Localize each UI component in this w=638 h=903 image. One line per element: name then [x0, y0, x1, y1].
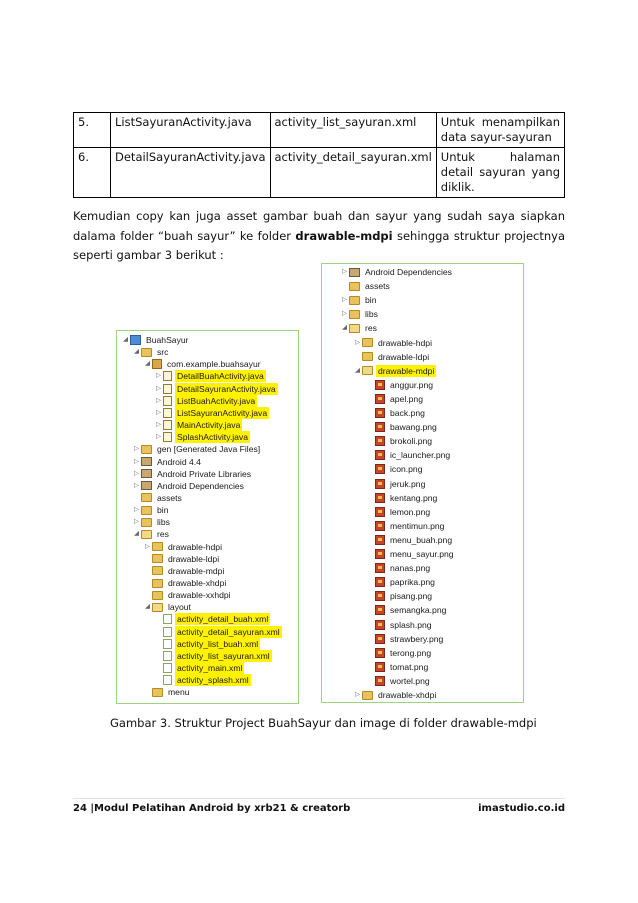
png-file-icon — [375, 662, 385, 672]
tree-item[interactable] — [143, 589, 233, 601]
tree-item-label: SplashActivity.java — [177, 432, 249, 443]
png-file-icon — [375, 648, 385, 658]
tree-item[interactable] — [340, 294, 378, 306]
folder-icon — [152, 591, 163, 600]
folder-icon — [141, 518, 152, 527]
tree-item[interactable] — [143, 577, 228, 589]
tree-item[interactable] — [154, 431, 250, 443]
folder-icon — [362, 352, 373, 361]
expand-arrow-icon[interactable]: ▷ — [134, 481, 139, 489]
png-file-icon — [375, 464, 385, 474]
folder-open-icon — [152, 603, 163, 612]
paragraph-text-end: sehingga struktur projectnya seperti gambar 3 berikut : — [73, 228, 566, 262]
tree-item-label: drawable-mdpi — [378, 365, 435, 376]
tree-item[interactable] — [353, 689, 438, 701]
tree-item[interactable] — [366, 435, 434, 447]
tree-item-label: wortel.png — [390, 675, 430, 686]
tree-item[interactable] — [353, 337, 434, 349]
tree-item[interactable] — [340, 322, 379, 334]
footer-left: 24 |Modul Pelatihan Android by xrb21 & creatorb — [73, 803, 351, 814]
collapse-arrow-icon[interactable]: ◢ — [342, 324, 347, 332]
tree-item-label: back.png — [390, 408, 425, 418]
folder-open-icon — [349, 324, 360, 333]
tree-item[interactable] — [366, 492, 439, 504]
tree-item-label: assets — [365, 281, 390, 292]
tree-item-label: drawable-ldpi — [168, 553, 220, 564]
tree-item-label: lemon.png — [390, 506, 431, 517]
png-file-icon — [375, 634, 385, 644]
tree-item[interactable] — [353, 365, 436, 377]
java-file-icon — [163, 432, 172, 442]
expand-arrow-icon[interactable]: ▷ — [134, 518, 139, 526]
tree-item[interactable] — [366, 379, 435, 391]
tree-item-label: drawable-ldpi — [378, 351, 430, 362]
tree-item[interactable] — [154, 662, 244, 674]
expand-arrow-icon[interactable]: ▷ — [156, 421, 161, 429]
tree-item[interactable] — [143, 553, 221, 565]
png-file-icon — [375, 422, 385, 432]
tree-item-label: src — [157, 347, 169, 358]
file-table — [73, 112, 565, 198]
project-explorer-screenshot-right — [321, 263, 524, 703]
collapse-arrow-icon[interactable]: ◢ — [355, 366, 360, 374]
tree-item-label: drawable-hdpi — [168, 541, 222, 552]
row-description: Untuk menampilkan data sayur-sayuran — [436, 113, 564, 148]
png-file-icon — [375, 577, 385, 587]
tree-item[interactable] — [154, 407, 269, 419]
tree-item[interactable] — [132, 492, 184, 504]
tree-item[interactable] — [154, 650, 272, 662]
png-file-icon — [375, 549, 385, 559]
row-number: 6. — [74, 148, 111, 198]
tree-item-label: DetailSayuranActivity.java — [177, 383, 276, 394]
tree-item-label: DetailBuahActivity.java — [177, 371, 264, 382]
java-file-icon — [163, 371, 172, 381]
library-icon — [141, 469, 152, 478]
tree-item-label: anggur.png — [390, 379, 434, 390]
png-file-icon — [375, 479, 385, 489]
tree-item-label: activity_detail_sayuran.xml — [177, 626, 280, 637]
tree-item[interactable] — [132, 504, 170, 516]
collapse-arrow-icon[interactable]: ◢ — [145, 603, 150, 611]
tree-item[interactable] — [366, 619, 434, 631]
tree-item[interactable] — [143, 565, 226, 577]
png-file-icon — [375, 620, 385, 630]
png-file-icon — [375, 507, 385, 517]
tree-item-label: menu_buah.png — [390, 534, 453, 545]
xml-file-icon — [163, 627, 172, 637]
png-file-icon — [375, 591, 385, 601]
png-file-icon — [375, 450, 385, 460]
png-file-icon — [375, 436, 385, 446]
tree-item[interactable] — [366, 520, 446, 532]
xml-file-icon — [163, 675, 172, 685]
library-icon — [349, 268, 360, 277]
tree-item-label: mentimun.png — [390, 520, 445, 531]
tree-item-label: activity_splash.xml — [177, 675, 249, 686]
tree-item-label: Android 4.4 — [157, 456, 201, 467]
tree-item-label: layout — [168, 602, 191, 613]
row-number: 5. — [74, 113, 111, 148]
library-icon — [141, 457, 152, 466]
tree-item-label: BuahSayur — [146, 335, 189, 345]
expand-arrow-icon[interactable]: ▷ — [156, 384, 161, 392]
tree-item-label: libs — [157, 517, 170, 528]
folder-icon — [362, 691, 373, 700]
expand-arrow-icon[interactable]: ▷ — [156, 433, 161, 441]
footer-divider — [73, 798, 565, 799]
folder-icon — [152, 579, 163, 588]
xml-file-icon — [163, 614, 172, 624]
expand-arrow-icon[interactable]: ▷ — [134, 445, 139, 453]
tree-item[interactable] — [143, 601, 193, 613]
java-file-name: DetailSayuranActivity.java — [111, 148, 271, 198]
png-file-icon — [375, 521, 385, 531]
folder-icon — [141, 445, 152, 454]
tree-item[interactable] — [154, 626, 282, 638]
tree-item[interactable] — [353, 351, 431, 363]
tree-item-label: activity_main.xml — [177, 663, 243, 674]
tree-item[interactable] — [154, 395, 257, 407]
java-file-icon — [163, 420, 172, 430]
folder-icon — [141, 506, 152, 515]
folder-icon — [141, 493, 152, 502]
expand-arrow-icon[interactable]: ▷ — [355, 338, 360, 346]
tree-item-label: terong.png — [390, 647, 432, 658]
body-paragraph — [73, 207, 565, 266]
tree-item-label: bin — [157, 505, 169, 516]
tree-item-label: apel.png — [390, 393, 423, 404]
tree-item-label: splash.png — [390, 619, 432, 630]
tree-item-label: icon.png — [390, 464, 423, 475]
collapse-arrow-icon[interactable]: ◢ — [134, 348, 139, 356]
folder-icon — [349, 310, 360, 319]
folder-icon — [152, 554, 163, 563]
project-icon — [130, 335, 141, 345]
tree-item[interactable] — [366, 407, 427, 419]
tree-item[interactable] — [154, 638, 260, 650]
expand-arrow-icon[interactable]: ▷ — [156, 396, 161, 404]
tree-item[interactable] — [366, 478, 427, 490]
tree-item[interactable] — [132, 346, 170, 358]
folder-open-icon — [141, 530, 152, 539]
tree-item-label: res — [157, 529, 169, 540]
tree-item-label: bawang.png — [390, 422, 437, 433]
tree-item-label: assets — [157, 492, 182, 503]
png-file-icon — [375, 493, 385, 503]
expand-arrow-icon[interactable]: ▷ — [156, 372, 161, 380]
row-description: Untuk halaman detail sayuran yang diklik. — [436, 148, 564, 198]
tree-item-label: paprika.png — [390, 577, 435, 588]
tree-item[interactable] — [121, 334, 191, 346]
tree-item-label: ListBuahActivity.java — [177, 395, 256, 406]
png-file-icon — [375, 605, 385, 615]
folder-open-icon — [362, 366, 373, 375]
tree-item-label: drawable-xhdpi — [378, 690, 437, 700]
tree-item-label: nanas.png — [390, 563, 431, 574]
tree-item[interactable] — [154, 383, 278, 395]
java-file-icon — [163, 384, 172, 394]
tree-item-label: strawbery.png — [390, 633, 444, 644]
tree-item[interactable] — [154, 674, 251, 686]
tree-item[interactable] — [366, 562, 432, 574]
tree-item[interactable] — [366, 576, 437, 588]
table-row — [74, 148, 565, 198]
tree-item[interactable] — [366, 590, 434, 602]
tree-item[interactable] — [132, 456, 203, 468]
tree-item-label: MainActivity.java — [177, 420, 241, 431]
tree-item[interactable] — [154, 419, 242, 431]
tree-item-label: res — [365, 323, 377, 334]
paragraph-bold-folder: drawable-mdpi — [295, 228, 393, 243]
tree-item[interactable] — [366, 633, 445, 645]
tree-item-label: com.example.buahsayur — [167, 359, 261, 370]
tree-item-label: bin — [365, 295, 377, 306]
tree-item-label: gen [Generated Java Files] — [157, 444, 261, 455]
png-file-icon — [375, 676, 385, 686]
tree-item[interactable] — [143, 686, 192, 698]
expand-arrow-icon[interactable]: ▷ — [342, 268, 347, 275]
tree-item-label: brokoli.png — [390, 436, 433, 447]
tree-item-label: ListSayuranActivity.java — [177, 407, 268, 418]
java-file-icon — [163, 408, 172, 418]
tree-item-label: jeruk.png — [390, 478, 426, 489]
tree-item-label: Android Dependencies — [157, 480, 244, 491]
xml-file-icon — [163, 663, 172, 673]
tree-item[interactable] — [132, 528, 171, 540]
expand-arrow-icon[interactable]: ▷ — [156, 408, 161, 416]
tree-item[interactable] — [340, 308, 380, 320]
expand-arrow-icon[interactable]: ▷ — [355, 691, 360, 698]
folder-icon — [152, 542, 163, 551]
tree-item[interactable] — [132, 516, 172, 528]
tree-item[interactable] — [143, 358, 263, 370]
tree-item-label: pisang.png — [390, 591, 433, 602]
tree-item-label: activity_list_buah.xml — [177, 638, 259, 649]
tree-item-label: activity_list_sayuran.xml — [177, 650, 270, 661]
tree-item[interactable] — [366, 534, 454, 546]
xml-file-icon — [163, 651, 172, 661]
tree-item-label: libs — [365, 309, 378, 320]
tree-item[interactable] — [366, 675, 432, 687]
tree-item[interactable] — [132, 480, 246, 492]
folder-icon — [349, 282, 360, 291]
png-file-icon — [375, 408, 385, 418]
tree-item-label: drawable-mdpi — [168, 565, 225, 576]
tree-item[interactable] — [340, 266, 454, 278]
tree-item[interactable] — [366, 421, 439, 433]
collapse-arrow-icon[interactable]: ◢ — [134, 530, 139, 538]
folder-icon — [349, 296, 360, 305]
footer-right: imastudio.co.id — [478, 803, 565, 814]
tree-item-label: tomat.png — [390, 661, 429, 672]
project-explorer-screenshot-left — [116, 330, 299, 704]
expand-arrow-icon[interactable]: ▷ — [134, 506, 139, 514]
expand-arrow-icon[interactable]: ▷ — [342, 310, 347, 318]
tree-item[interactable] — [340, 280, 392, 292]
tree-item-label: activity_detail_buah.xml — [177, 614, 269, 625]
collapse-arrow-icon[interactable]: ◢ — [145, 360, 150, 368]
tree-item-label: ic_launcher.png — [390, 450, 451, 461]
folder-icon — [152, 566, 163, 575]
tree-item-label: Android Private Libraries — [157, 468, 252, 479]
expand-arrow-icon[interactable]: ▷ — [134, 469, 139, 477]
tree-item-label: kentang.png — [390, 492, 438, 503]
tree-item[interactable] — [366, 463, 425, 475]
tree-item[interactable] — [366, 647, 433, 659]
xml-file-name: activity_detail_sayuran.xml — [270, 148, 436, 198]
collapse-arrow-icon[interactable]: ◢ — [123, 336, 128, 343]
tree-item-label: menu — [168, 687, 190, 698]
folder-icon — [141, 348, 152, 357]
tree-item[interactable] — [154, 370, 266, 382]
tree-item-label: semangka.png — [390, 605, 447, 616]
tree-item[interactable] — [366, 661, 430, 673]
tree-item[interactable] — [132, 468, 253, 480]
tree-item[interactable] — [366, 393, 425, 405]
tree-item[interactable] — [366, 506, 432, 518]
java-file-icon — [163, 396, 172, 406]
tree-item-label: Android Dependencies — [365, 267, 452, 277]
tree-item[interactable] — [366, 548, 456, 560]
png-file-icon — [375, 394, 385, 404]
xml-file-icon — [163, 639, 172, 649]
package-icon — [152, 359, 162, 369]
tree-item-label: menu_sayur.png — [390, 549, 454, 559]
expand-arrow-icon[interactable]: ▷ — [145, 542, 150, 550]
png-file-icon — [375, 535, 385, 545]
figure-caption: Gambar 3. Struktur Project BuahSayur dan image di folder drawable-mdpi — [110, 716, 537, 730]
tree-item[interactable] — [154, 613, 270, 625]
library-icon — [141, 481, 152, 490]
png-file-icon — [375, 380, 385, 390]
paragraph-text-start: Kemudian copy kan juga asset gambar buah dan sayur yang sudah saya siapkan dalama folder “buah sayur” ke folder — [73, 209, 565, 243]
png-file-icon — [375, 563, 385, 573]
tree-item-label: drawable-hdpi — [378, 337, 432, 348]
tree-item[interactable] — [132, 443, 262, 455]
tree-item[interactable] — [143, 541, 224, 553]
tree-item-label: drawable-xxhdpi — [168, 590, 231, 601]
folder-icon — [362, 338, 373, 347]
table-row — [74, 113, 565, 148]
xml-file-name: activity_list_sayuran.xml — [270, 113, 436, 148]
expand-arrow-icon[interactable]: ▷ — [134, 457, 139, 465]
folder-icon — [152, 688, 163, 697]
expand-arrow-icon[interactable]: ▷ — [342, 296, 347, 304]
tree-item[interactable] — [366, 449, 452, 461]
tree-item[interactable] — [366, 604, 448, 616]
java-file-name: ListSayuranActivity.java — [111, 113, 271, 148]
tree-item-label: drawable-xhdpi — [168, 578, 227, 588]
